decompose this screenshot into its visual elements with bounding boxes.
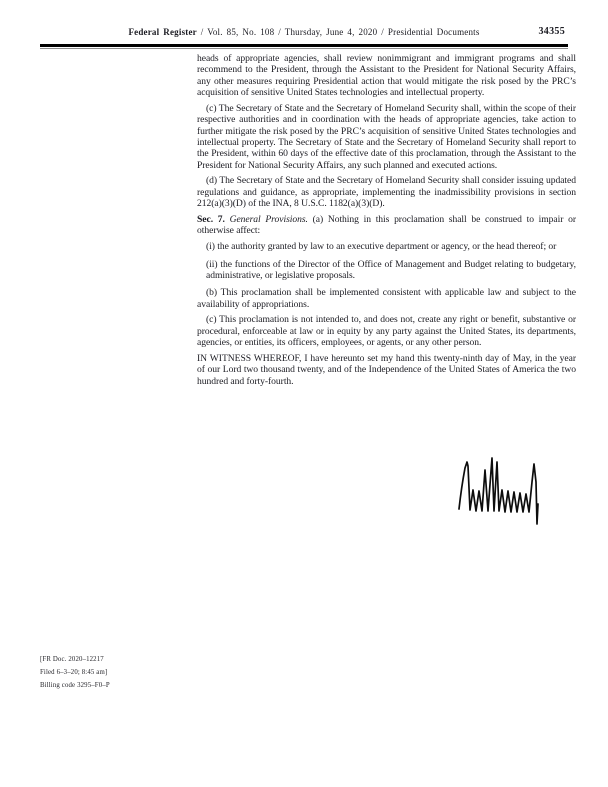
- para-sec7-i: (i) the authority granted by law to an executive department or agency, or the head thereof; or: [206, 241, 557, 253]
- header-rule-thick: [40, 44, 568, 47]
- para-sec6-d: (d) The Secretary of State and the Secretary of Homeland Security shall consider issuing updated regulations and guidance, as appropriate, implementing the inadmissibility provisions in section 212(a)(3)(D) of the INA, 8 U.S.C. 1182(a)(3)(D).: [197, 175, 576, 210]
- document-body: [197, 53, 576, 391]
- fr-doc-line: [FR Doc. 2020–12217: [40, 656, 104, 663]
- header-rule-thin: [40, 48, 568, 49]
- para-sec7-heading: [197, 214, 576, 237]
- presidential-signature: [450, 452, 560, 530]
- filed-line: Filed 6–3–20; 8:45 am]: [40, 669, 108, 676]
- para-sec7-b: (b) This proclamation shall be implemented consistent with applicable law and subject to the availability of appropriations.: [197, 287, 576, 310]
- signature-stroke: [459, 458, 538, 524]
- para-witness-clause: IN WITNESS WHEREOF, I have hereunto set my hand this twenty-ninth day of May, in the year of our Lord two thousand twenty, and of the Independence of the United States of America the two hundred and forty-fourth.: [197, 352, 576, 387]
- sec7-title: General Provisions.: [224, 213, 308, 225]
- billing-code-line: Billing code 3295–F0–P: [40, 682, 110, 689]
- header-rule: [40, 44, 568, 49]
- para-sec7-c: (c) This proclamation is not intended to, and does not, create any right or benefit, substantive or procedural, enforceable at law or in equity by any party against the United States, its departments, agencies, or entities, its officers, employees, or agents, or any other person.: [197, 314, 576, 349]
- sec7-label: Sec. 7.: [197, 213, 225, 225]
- sec7-text: (a) Nothing in this proclamation shall be construed to impair or otherwise affect:: [197, 213, 576, 237]
- page-header: [40, 27, 568, 37]
- header-title: [40, 27, 568, 37]
- page-number: 34355: [538, 26, 565, 37]
- para-sec7-ii: (ii) the functions of the Director of the Office of Management and Budget relating to budgetary, administrative, or legislative proposals.: [206, 258, 576, 281]
- filing-footer: [40, 653, 110, 692]
- header-brand: Federal Register: [128, 27, 197, 37]
- header-citation: / Vol. 85, No. 108 / Thursday, June 4, 2020 / Presidential Documents: [196, 27, 480, 37]
- para-sec6-c: (c) The Secretary of State and the Secretary of Homeland Security shall, within the scope of their respective authorities and in coordination with the heads of appropriate agencies, take action to further mitigate the risk posed by the PRC’s acquisition of sensitive United States technologies and intellectual property. The Secretary of State and the Secretary of Homeland Security shall report to the President, within 60 days of the effective date of this proclamation, through the Assistant to the President for National Security Affairs, any such planned and executed actions.: [197, 102, 576, 171]
- para-continuation: heads of appropriate agencies, shall review nonimmigrant and immigrant programs and shall recommend to the President, through the Assistant to the President for National Security Affairs, any other measures requiring Presidential action that would mitigate the risk posed by the PRC’s acquisition of sensitive United States technologies and intellectual property.: [197, 53, 576, 99]
